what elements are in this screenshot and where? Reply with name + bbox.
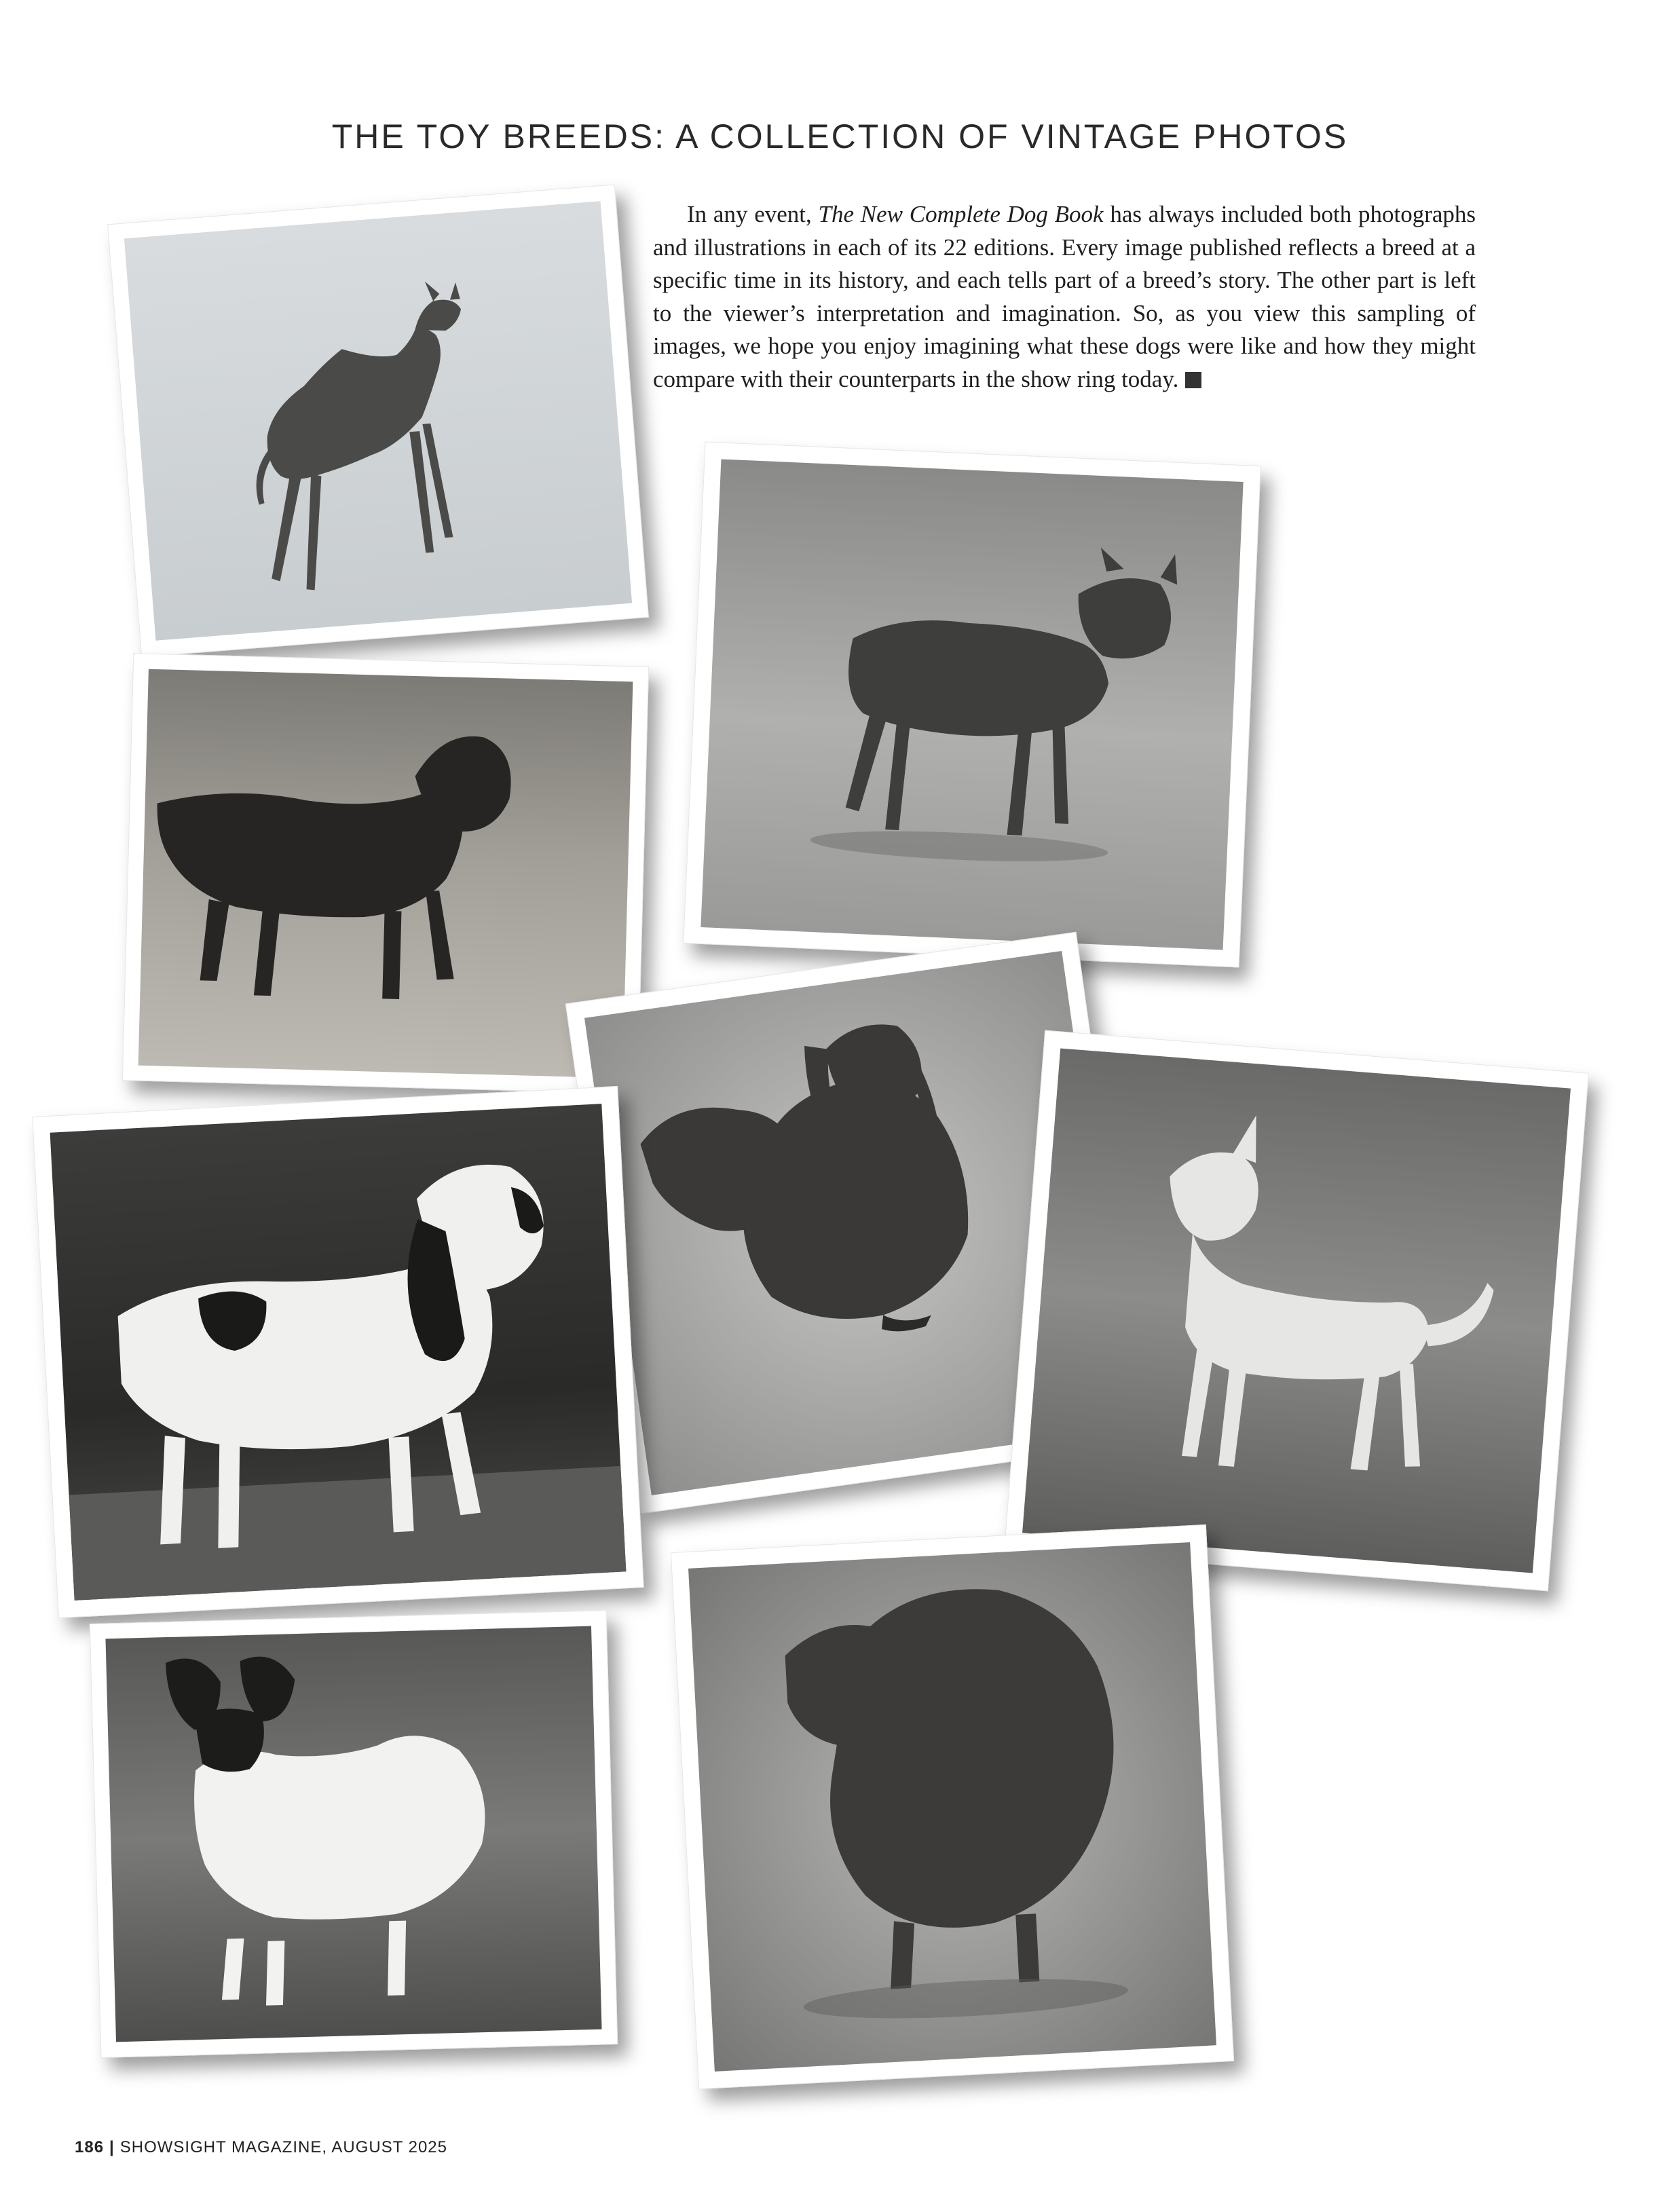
photo-brussels-griffon: [683, 441, 1261, 967]
dog-photo-image: [90, 1611, 617, 2057]
photo-english-toy-spaniel: [32, 1086, 644, 1618]
intro-text-start: In any event,: [687, 201, 819, 227]
page-footer: [75, 2138, 447, 2157]
dog-photo-image: [108, 185, 648, 657]
intro-paragraph: [653, 198, 1476, 396]
dog-photo-image: [671, 1525, 1233, 2089]
page-title: THE TOY BREEDS: A COLLECTION OF VINTAGE PHOTOS: [331, 117, 1349, 155]
photo-papillon: [90, 1610, 618, 2058]
book-title: The New Complete Dog Book: [818, 201, 1104, 227]
dog-photo-image: [684, 443, 1260, 967]
intro-text-end: has always included both photographs and illustrations in each of its 22 editions. Every image published reflects a breed at a specific time in its history, and each tells part of a breed’s story. The other part is left to the viewer’s interpretation and imagination. So, as you view this sampling of images, we hope you enjoy imagining what these dogs were like and how they might compare with their counterparts in the show ring today.: [653, 201, 1476, 392]
photo-chihuahua: [1004, 1030, 1589, 1592]
end-mark: [1185, 372, 1201, 388]
dog-photo-image: [1005, 1031, 1588, 1591]
page-number: 186: [75, 2138, 105, 2156]
photo-italian-greyhound: [107, 185, 649, 658]
footer-separator: |: [109, 2138, 115, 2156]
photo-pomeranian: [671, 1524, 1234, 2089]
publication-info: SHOWSIGHT MAGAZINE, AUGUST 2025: [119, 2138, 447, 2156]
dog-photo-image: [33, 1087, 643, 1617]
